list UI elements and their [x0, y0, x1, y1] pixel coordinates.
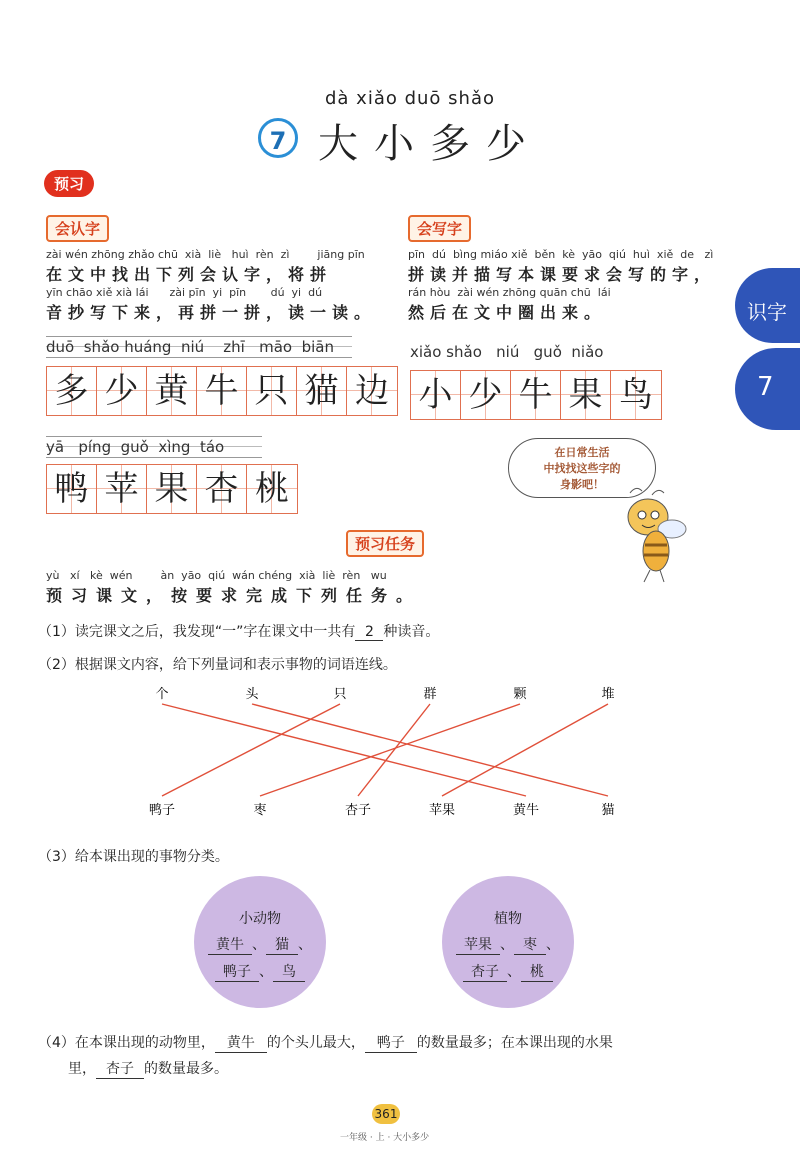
plant-item: 枣 [514, 934, 546, 955]
right-box-badge: 会写字 [408, 215, 471, 242]
bubble-line: 中找找这些字的 [543, 462, 621, 475]
measure-word: 头 [245, 687, 259, 702]
bubble-line: 身影吧！ [560, 478, 604, 491]
noun-word: 鸭子 [148, 803, 176, 818]
char-cell: 果 [561, 371, 611, 419]
page-title: 大小多少 [318, 121, 542, 167]
right-row-grid [410, 370, 662, 420]
question-2: （2）根据课文内容，给下列量词和表示事物的词语连线。 [38, 657, 397, 673]
title-pinyin: dà xiǎo duō shǎo [325, 88, 495, 109]
char-cell: 果 [147, 465, 197, 513]
left-line2-text: 音抄写下来，再拼一拼，读一读。 [46, 303, 377, 322]
animal-item: 猫 [266, 934, 298, 955]
right-line2-text: 然后在文中圈出来。 [408, 303, 607, 322]
q4-answer-1: 黄牛 [215, 1032, 267, 1053]
question-4-line1 [38, 1032, 613, 1053]
task-pinyin: yù xí kè wén àn yāo qiú wán chéng xià liè rèn wu [46, 569, 387, 582]
right-line1-text: 拼读并描写本课要求会写的字， [408, 265, 717, 284]
bubble-line: 在日常生活 [554, 446, 610, 459]
matching-diagram [140, 684, 630, 824]
noun-word: 猫 [601, 803, 615, 818]
left-line2-pinyin: yīn chāo xiě xià lái zài pīn yi pīn dú yi dú [46, 286, 323, 299]
char-cell: 少 [97, 367, 147, 415]
q4-text: 的个头儿最大， [266, 1035, 365, 1051]
left-line1-pinyin: zài wén zhōng zhǎo chū xià liè huì rèn zì jiāng pīn [46, 248, 365, 261]
char-cell: 牛 [511, 371, 561, 419]
char-cell: 只 [247, 367, 297, 415]
side-tab-category: 识字 [735, 268, 800, 343]
q4-text: 的数量最多；在本课出现的水果 [416, 1035, 613, 1051]
q4-answer-2: 鸭子 [365, 1032, 417, 1053]
noun-word: 黄牛 [512, 803, 540, 818]
plant-item: 苹果 [456, 934, 500, 955]
char-cell: 桃 [247, 465, 297, 513]
task-text: 预习课文，按要求完成下列任务。 [46, 586, 422, 605]
measure-word: 群 [423, 687, 437, 702]
char-cell: 小 [411, 371, 461, 419]
measure-word: 堆 [601, 687, 615, 702]
lesson-number: 7 [258, 118, 298, 158]
animals-circle: 小动物 黄牛 、 猫 、 鸭子 、 鸟 [194, 876, 326, 1008]
connection-line [252, 704, 608, 796]
noun-word: 杏子 [344, 803, 372, 818]
q1-answer: 2 [355, 624, 383, 641]
connection-line [260, 704, 520, 796]
bee-mascot-icon [600, 485, 710, 585]
q4-answer-3: 杏子 [96, 1058, 144, 1079]
char-cell: 黄 [147, 367, 197, 415]
question-1 [38, 621, 439, 641]
char-cell: 少 [461, 371, 511, 419]
animal-item: 鸭子 [215, 961, 259, 982]
left-line1-text: 在文中找出下列会认字，将拼 [46, 265, 333, 284]
left-row2-pinyin: yā píng guǒ xìng táo [46, 436, 262, 458]
connection-line [442, 704, 608, 796]
noun-word: 苹果 [428, 803, 456, 818]
question-4-line2 [68, 1058, 228, 1079]
footer-caption: 一年级 · 上 · 大小多少 [340, 1133, 430, 1143]
q4-text: 里， [68, 1061, 96, 1077]
plants-circle: 植物 苹果 、 枣 、 杏子 、 桃 [442, 876, 574, 1008]
right-row-pinyin: xiǎo shǎo niú guǒ niǎo [410, 343, 604, 361]
left-row2-grid [46, 464, 298, 514]
q1-text: （1）读完课文之后，我发现“一”字在课文中一共有 [38, 624, 356, 640]
char-cell: 牛 [197, 367, 247, 415]
animal-item: 鸟 [273, 961, 305, 982]
right-line2-pinyin: rán hòu zài wén zhōng quān chū lái [408, 286, 611, 299]
measure-word: 个 [155, 687, 169, 702]
measure-word: 颗 [513, 687, 527, 702]
char-cell: 边 [347, 367, 397, 415]
char-cell: 鸟 [611, 371, 661, 419]
q1-text-end: 种读音。 [383, 624, 440, 640]
connection-line [358, 704, 430, 796]
left-box-badge: 会认字 [46, 215, 109, 242]
measure-word: 只 [333, 687, 347, 702]
char-cell: 猫 [297, 367, 347, 415]
plant-item: 杏子 [463, 961, 507, 982]
char-cell: 苹 [97, 465, 147, 513]
animal-item: 黄牛 [208, 934, 252, 955]
char-cell: 鸭 [47, 465, 97, 513]
section-badge: 预习 [44, 170, 94, 197]
noun-word: 枣 [253, 803, 267, 818]
plants-label: 植物 [494, 911, 522, 927]
task-badge: 预习任务 [346, 530, 424, 557]
plant-item: 桃 [521, 961, 553, 982]
connection-line [162, 704, 340, 796]
q4-text: （4）在本课出现的动物里， [38, 1035, 215, 1051]
page-number: 361 [372, 1104, 400, 1124]
right-line1-pinyin: pīn dú bìng miáo xiě běn kè yāo qiú huì xiě de zì [408, 248, 714, 261]
side-tab-number: 7 [735, 348, 800, 430]
q4-text: 的数量最多。 [144, 1061, 228, 1077]
connection-line [162, 704, 526, 796]
char-cell: 多 [47, 367, 97, 415]
left-row1-grid [46, 366, 398, 416]
question-3: （3）给本课出现的事物分类。 [38, 849, 229, 865]
char-cell: 杏 [197, 465, 247, 513]
left-row1-pinyin: duō shǎo huáng niú zhī māo biān [46, 336, 352, 358]
animals-label: 小动物 [239, 911, 281, 927]
